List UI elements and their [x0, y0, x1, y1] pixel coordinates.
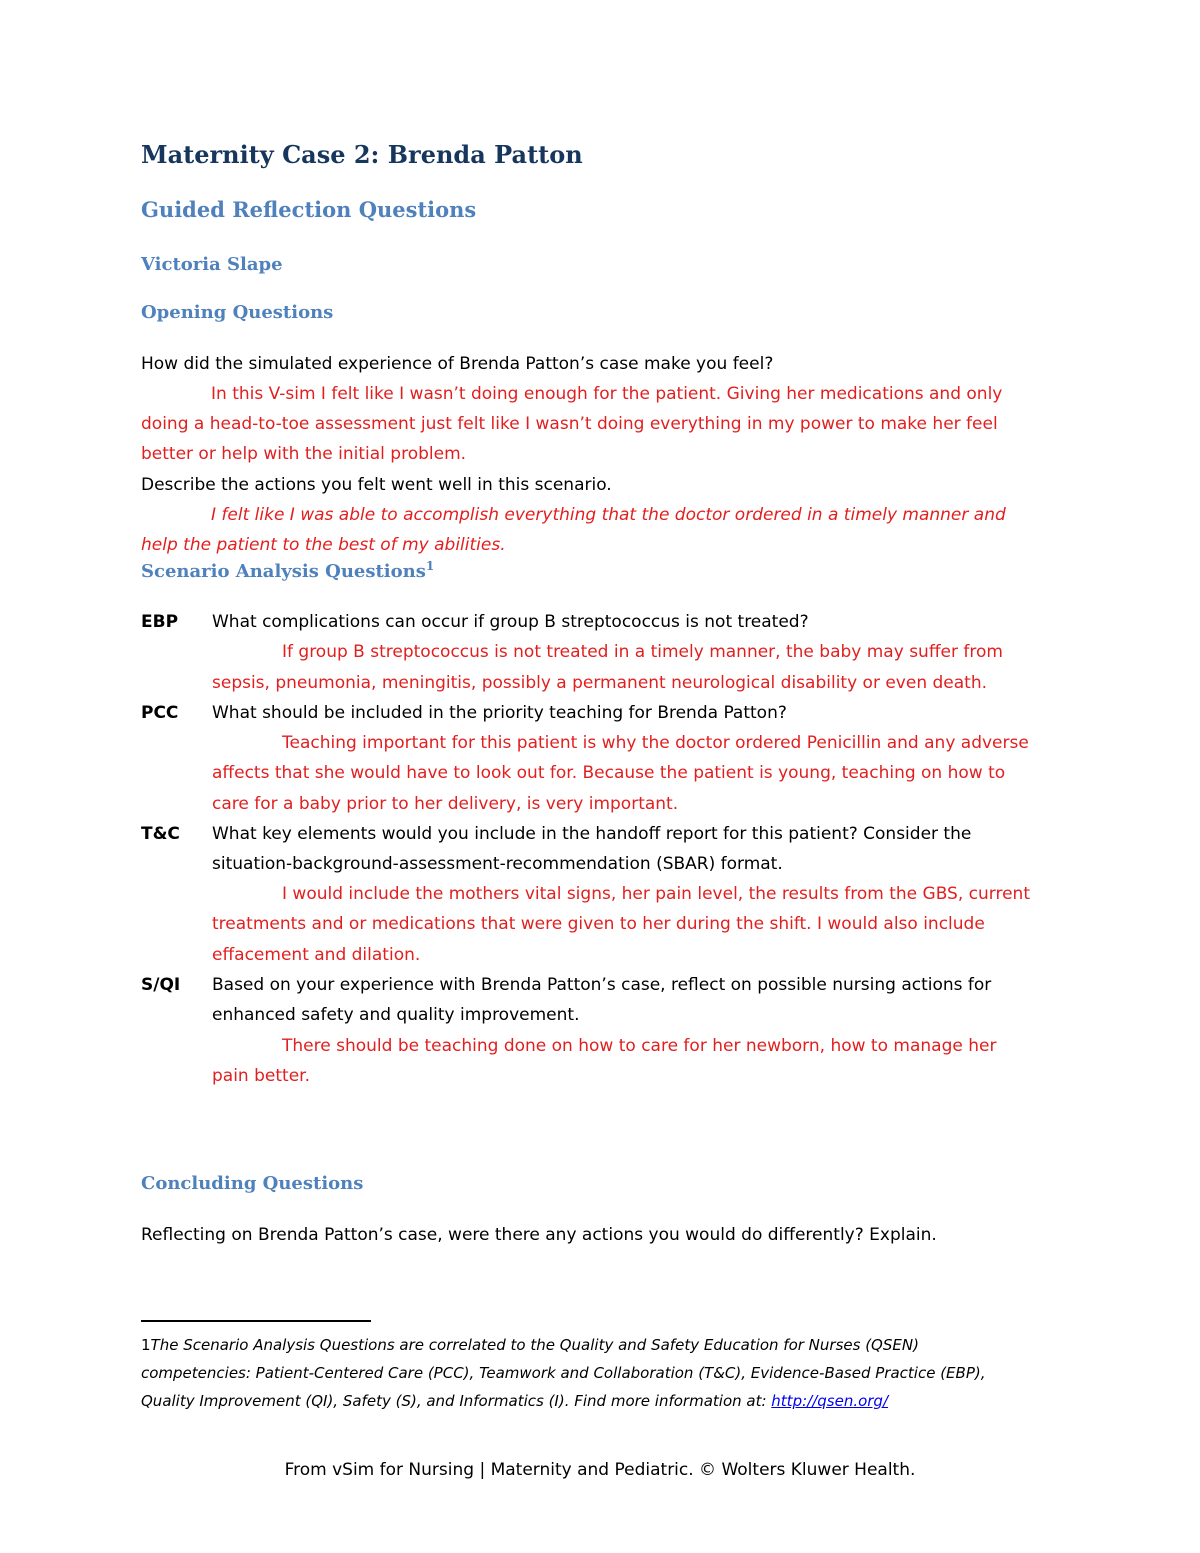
document-title: Maternity Case 2: Brenda Patton: [141, 140, 583, 169]
footnote-ref[interactable]: 1: [425, 559, 435, 573]
qsen-link[interactable]: http://qsen.org/: [771, 1392, 889, 1410]
item-question-ebp: What complications can occur if group B streptococcus is not treated?: [212, 612, 809, 632]
item-label-sqi: S/QI: [141, 975, 181, 995]
concluding-questions-heading: Concluding Questions: [141, 1173, 364, 1194]
item-answer-tc-line-3: effacement and dilation.: [212, 945, 421, 965]
item-question-tc-line-2: situation-background-assessment-recommendation (SBAR) format.: [212, 854, 783, 874]
opening-question-1: How did the simulated experience of Brenda Patton’s case make you feel?: [141, 354, 774, 374]
item-answer-pcc-line-1: Teaching important for this patient is why the doctor ordered Penicillin and any adverse: [282, 733, 1029, 753]
footnote-separator: [141, 1320, 371, 1322]
scenario-heading-text: Scenario Analysis Questions: [141, 561, 426, 582]
footnote-number: 1: [141, 1336, 151, 1354]
item-label-ebp: EBP: [141, 612, 179, 632]
opening-answer-1-line-1: In this V-sim I felt like I wasn’t doing enough for the patient. Giving her medications and only: [211, 384, 1003, 404]
item-answer-pcc-line-3: care for a baby prior to her delivery, is very important.: [212, 794, 679, 814]
item-question-sqi-line-1: Based on your experience with Brenda Patton’s case, reflect on possible nursing actions for: [212, 975, 992, 995]
item-question-tc-line-1: What key elements would you include in the handoff report for this patient? Consider the: [212, 824, 972, 844]
item-answer-tc-line-2: treatments and or medications that were given to her during the shift. I would also include: [212, 914, 985, 934]
footnote-text-1: The Scenario Analysis Questions are correlated to the Quality and Safety Education for Nurses (QSEN): [150, 1336, 919, 1354]
item-question-sqi-line-2: enhanced safety and quality improvement.: [212, 1005, 580, 1025]
item-answer-ebp-line-1: If group B streptococcus is not treated in a timely manner, the baby may suffer from: [282, 642, 1003, 662]
footnote-line-1: [141, 1335, 919, 1355]
opening-answer-2-line-1: I felt like I was able to accomplish everything that the doctor ordered in a timely manner and: [211, 505, 1006, 525]
scenario-analysis-heading: [141, 561, 434, 582]
item-answer-sqi-line-2: pain better.: [212, 1066, 310, 1086]
opening-questions-heading: Opening Questions: [141, 302, 334, 323]
footnote-line-2: competencies: Patient-Centered Care (PCC), Teamwork and Collaboration (T&C), Evidence-Based Practice (EBP),: [141, 1364, 986, 1382]
opening-answer-2-line-2: help the patient to the best of my abilities.: [141, 535, 506, 555]
item-label-pcc: PCC: [141, 703, 179, 723]
footnote-text-3: Quality Improvement (QI), Safety (S), and Informatics (I). Find more information at:: [141, 1392, 772, 1410]
opening-answer-1-line-3: better or help with the initial problem.: [141, 444, 467, 464]
student-name: Victoria Slape: [141, 254, 283, 275]
item-answer-tc-line-1: I would include the mothers vital signs, her pain level, the results from the GBS, current: [282, 884, 1030, 904]
item-label-tc: T&C: [141, 824, 180, 844]
document-subtitle: Guided Reflection Questions: [141, 197, 477, 222]
item-answer-pcc-line-2: affects that she would have to look out for. Because the patient is young, teaching on how to: [212, 763, 1006, 783]
item-question-pcc: What should be included in the priority teaching for Brenda Patton?: [212, 703, 787, 723]
concluding-question-1: Reflecting on Brenda Patton’s case, were there any actions you would do differently? Explain.: [141, 1225, 937, 1245]
opening-answer-1-line-2: doing a head-to-toe assessment just felt like I wasn’t doing everything in my power to make her feel: [141, 414, 998, 434]
page-footer: From vSim for Nursing | Maternity and Pediatric. © Wolters Kluwer Health.: [284, 1460, 916, 1480]
item-answer-ebp-line-2: sepsis, pneumonia, meningitis, possibly a permanent neurological disability or even death.: [212, 673, 988, 693]
footnote-line-3: [141, 1391, 888, 1411]
opening-question-2: Describe the actions you felt went well in this scenario.: [141, 475, 612, 495]
item-answer-sqi-line-1: There should be teaching done on how to care for her newborn, how to manage her: [282, 1036, 997, 1056]
